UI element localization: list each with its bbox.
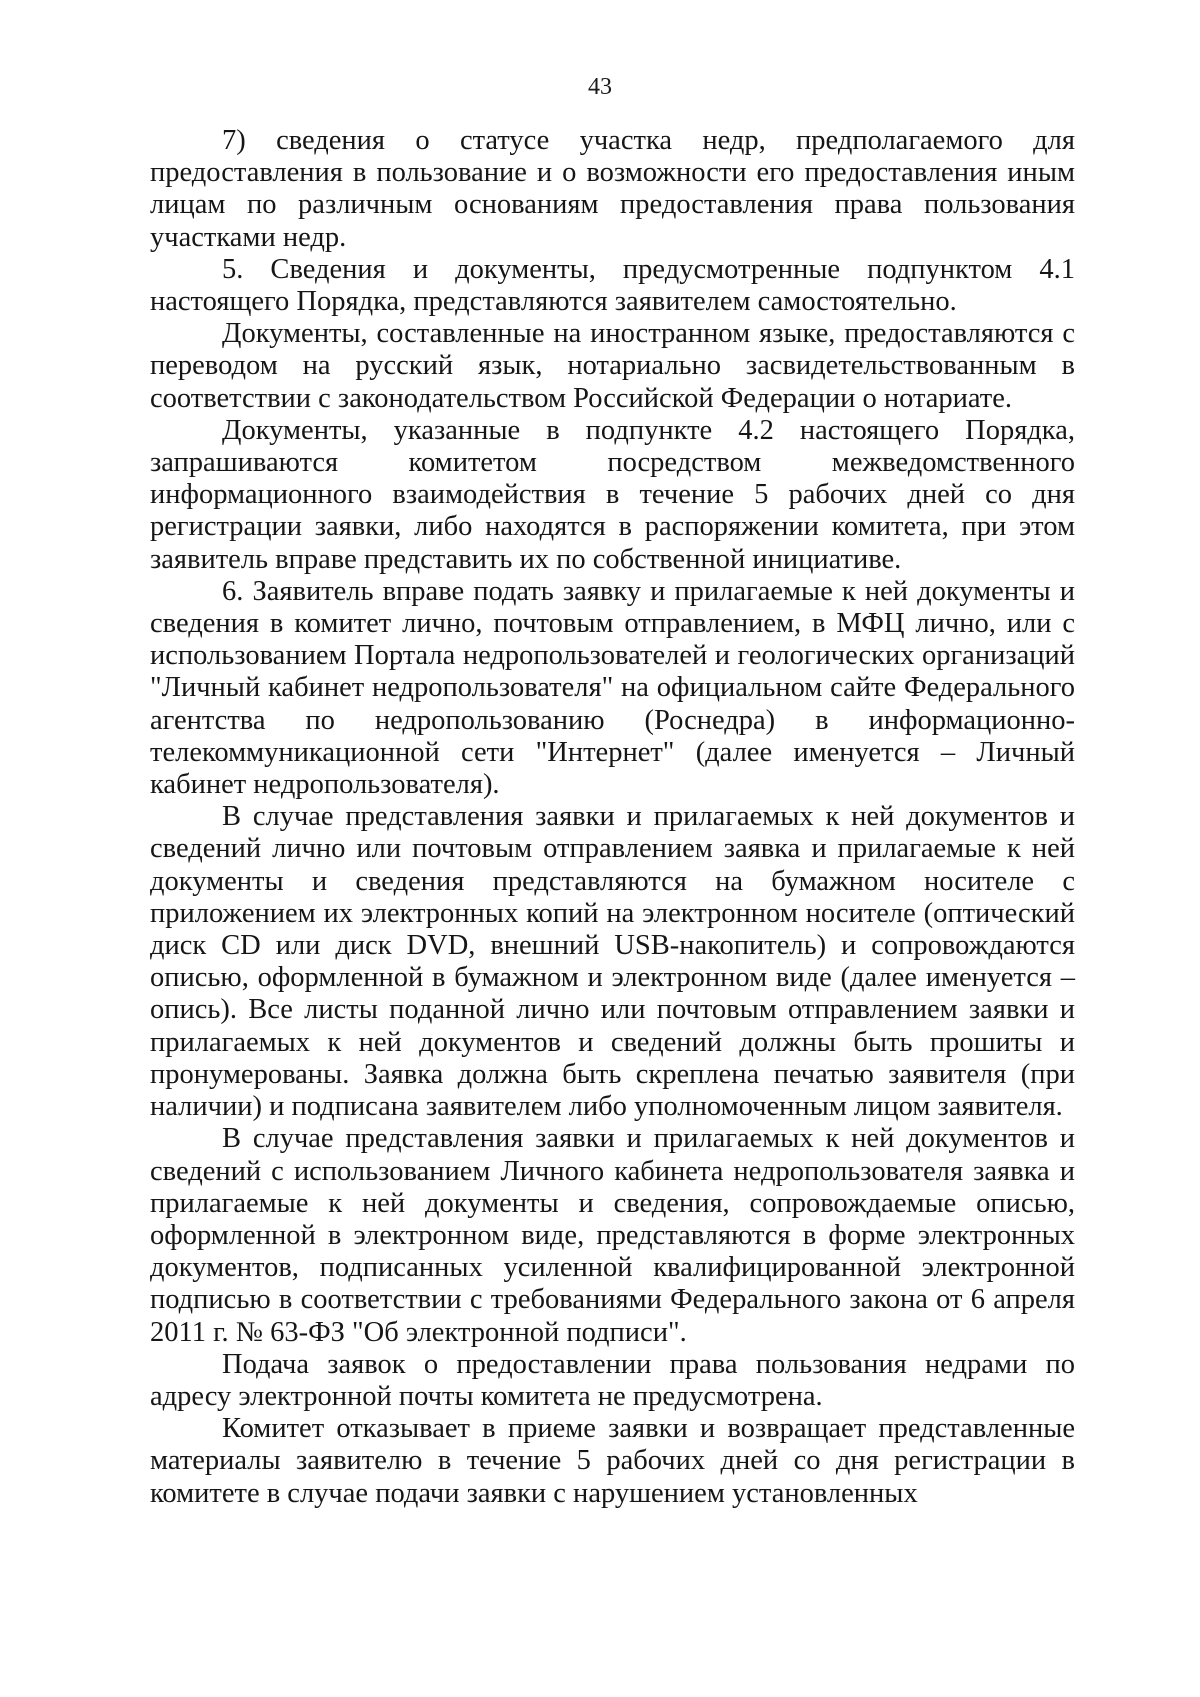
paragraph-foreign-documents: Документы, составленные на иностранном языке, предоставляются с переводом на русский язык, нотариально засвидетельствованным в соответствии с законодательством Российской Федерации о нотариате. <box>150 318 1075 414</box>
paragraph-item-7: 7) сведения о статусе участка недр, предполагаемого для предоставления в пользование и о возможности его предоставления иным лицам по различным основаниям предоставления права пользования участками недр. <box>150 125 1075 253</box>
paragraph-paper-submission: В случае представления заявки и прилагаемых к ней документов и сведений лично или почтовым отправлением заявка и прилагаемые к ней документы и сведения представляются на бумажном носителе с приложением их электронных копий на электронном носителе (оптический диск CD или диск DVD, внешний USB-накопитель) и сопровождаются описью, оформленной в бумажном и электронном виде (далее именуется – опись). Все листы поданной лично или почтовым отправлением заявки и прилагаемых к ней документов и сведений должны быть прошиты и пронумерованы. Заявка должна быть скреплена печатью заявителя (при наличии) и подписана заявителем либо уполномоченным лицом заявителя. <box>150 801 1075 1123</box>
paragraph-electronic-submission: В случае представления заявки и прилагаемых к ней документов и сведений с использованием Личного кабинета недропользователя заявка и прилагаемые к ней документы и сведения, сопровождаемые описью, оформленной в электронном виде, представляются в форме электронных документов, подписанных усиленной квалифицированной электронной подписью в соответствии с требованиями Федерального закона от 6 апреля 2011 г. № 63-ФЗ "Об электронной подписи". <box>150 1123 1075 1348</box>
paragraph-email-not-allowed: Подача заявок о предоставлении права пользования недрами по адресу электронной почты комитета не предусмотрена. <box>150 1348 1075 1412</box>
paragraph-section-5: 5. Сведения и документы, предусмотренные подпунктом 4.1 настоящего Порядка, представляются заявителем самостоятельно. <box>150 253 1075 318</box>
paragraph-refusal: Комитет отказывает в приеме заявки и возвращает представленные материалы заявителю в течение 5 рабочих дней со дня регистрации в комитете в случае подачи заявки с нарушением установленных <box>150 1413 1075 1509</box>
document-body <box>150 125 1075 1510</box>
paragraph-section-6: 6. Заявитель вправе подать заявку и прилагаемые к ней документы и сведения в комитет лично, почтовым отправлением, в МФЦ лично, или с использованием Портала недропользователей и геологических организаций "Личный кабинет недропользователя" на официальном сайте Федерального агентства по недропользованию (Роснедра) в информационно-телекоммуникационной сети "Интернет" (далее именуется – Личный кабинет недропользователя). <box>150 575 1075 801</box>
paragraph-requested-documents: Документы, указанные в подпункте 4.2 настоящего Порядка, запрашиваются комитетом посредством межведомственного информационного взаимодействия в течение 5 рабочих дней со дня регистрации заявки, либо находятся в распоряжении комитета, при этом заявитель вправе представить их по собственной инициативе. <box>150 414 1075 575</box>
page-number: 43 <box>588 74 612 100</box>
